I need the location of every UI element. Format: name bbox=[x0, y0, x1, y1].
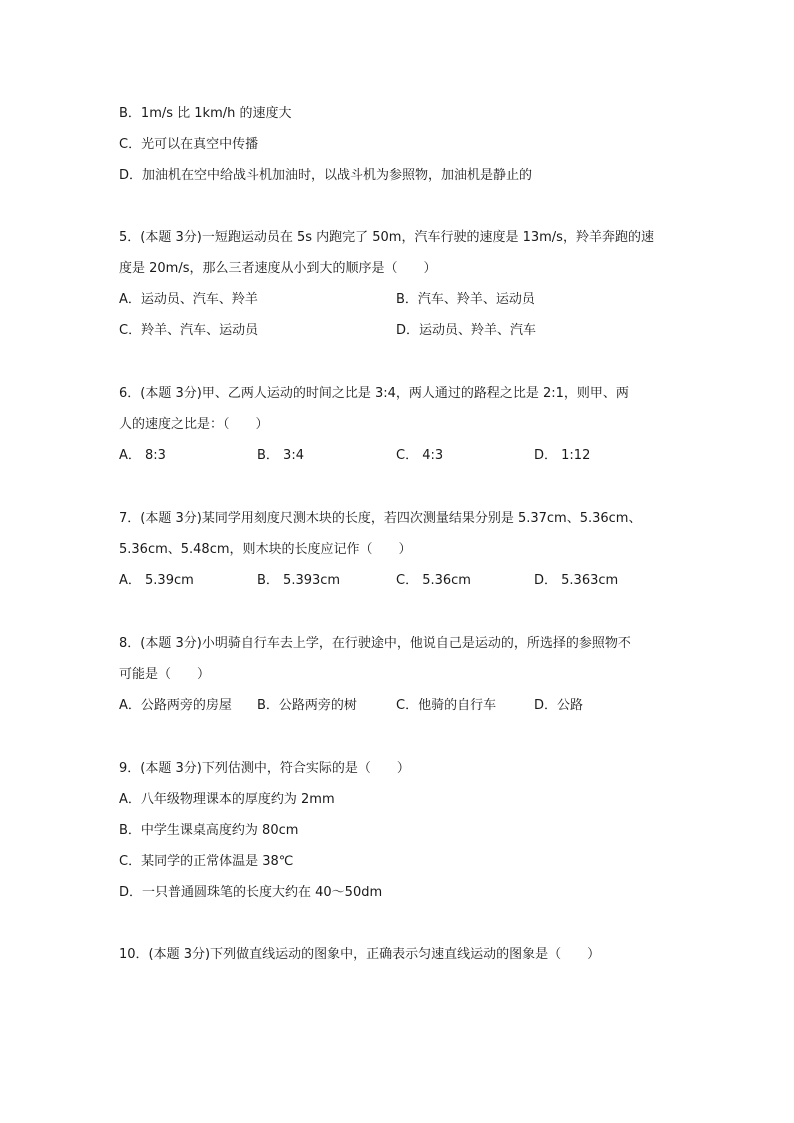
q9-option-d: D．一只普通圆珠笔的长度大约在 40～50dm bbox=[119, 885, 383, 900]
q7-option-d: D． 5.363cm bbox=[534, 573, 619, 588]
q6-option-c: C． 4:3 bbox=[396, 448, 444, 463]
q9-option-a: A．八年级物理课本的厚度约为 2mm bbox=[119, 792, 335, 807]
q4-option-d: D．加油机在空中给战斗机加油时，以战斗机为参照物，加油机是静止的 bbox=[119, 168, 533, 183]
q5-option-b: B．汽车、羚羊、运动员 bbox=[396, 292, 535, 307]
q5-option-d: D．运动员、羚羊、汽车 bbox=[396, 323, 537, 338]
q8-option-c: C．他骑的自行车 bbox=[396, 698, 497, 713]
q5-option-c: C．羚羊、汽车、运动员 bbox=[119, 323, 259, 338]
q6-option-a: A． 8:3 bbox=[119, 448, 166, 463]
q6-stem-line2: 人的速度之比是：（ ） bbox=[119, 417, 269, 432]
q5-stem-line2: 度是 20m/s，那么三者速度从小到大的顺序是（ ） bbox=[119, 261, 437, 276]
q9-option-c: C．某同学的正常体温是 38℃ bbox=[119, 854, 294, 869]
q8-option-a: A．公路两旁的房屋 bbox=[119, 698, 232, 713]
q6-option-b: B． 3:4 bbox=[257, 448, 304, 463]
q9-option-b: B．中学生课桌高度约为 80cm bbox=[119, 823, 299, 838]
q8-option-b: B．公路两旁的树 bbox=[257, 698, 357, 713]
q8-stem-line2: 可能是（ ） bbox=[119, 667, 211, 682]
q5-stem-line1: 5．(本题 3分)一短跑运动员在 5s 内跑完了 50m，汽车行驶的速度是 13m/s，羚羊奔跑的速 bbox=[119, 230, 654, 245]
q8-stem-line1: 8．(本题 3分)小明骑自行车去上学，在行驶途中，他说自己是运动的，所选择的参照物不 bbox=[119, 636, 631, 651]
q7-option-a: A． 5.39cm bbox=[119, 573, 194, 588]
q7-stem-line1: 7．(本题 3分)某同学用刻度尺测木块的长度，若四次测量结果分别是 5.37cm、5.36cm、 bbox=[119, 511, 642, 526]
q9-stem-line1: 9．(本题 3分)下列估测中，符合实际的是（ ） bbox=[119, 761, 410, 776]
q7-option-b: B． 5.393cm bbox=[257, 573, 341, 588]
q7-option-c: C． 5.36cm bbox=[396, 573, 471, 588]
q6-option-d: D． 1:12 bbox=[534, 448, 591, 463]
q5-option-a: A．运动员、汽车、羚羊 bbox=[119, 292, 258, 307]
q8-option-d: D．公路 bbox=[534, 698, 584, 713]
q4-option-b: B．1m/s 比 1km/h 的速度大 bbox=[119, 106, 292, 121]
q10-stem-line1: 10．(本题 3分)下列做直线运动的图象中，正确表示匀速直线运动的图象是（ ） bbox=[119, 947, 601, 962]
q7-stem-line2: 5.36cm、5.48cm，则木块的长度应记作（ ） bbox=[119, 542, 412, 557]
q6-stem-line1: 6．(本题 3分)甲、乙两人运动的时间之比是 3:4，两人通过的路程之比是 2:1，则甲、两 bbox=[119, 386, 629, 401]
q4-option-c: C．光可以在真空中传播 bbox=[119, 137, 259, 152]
